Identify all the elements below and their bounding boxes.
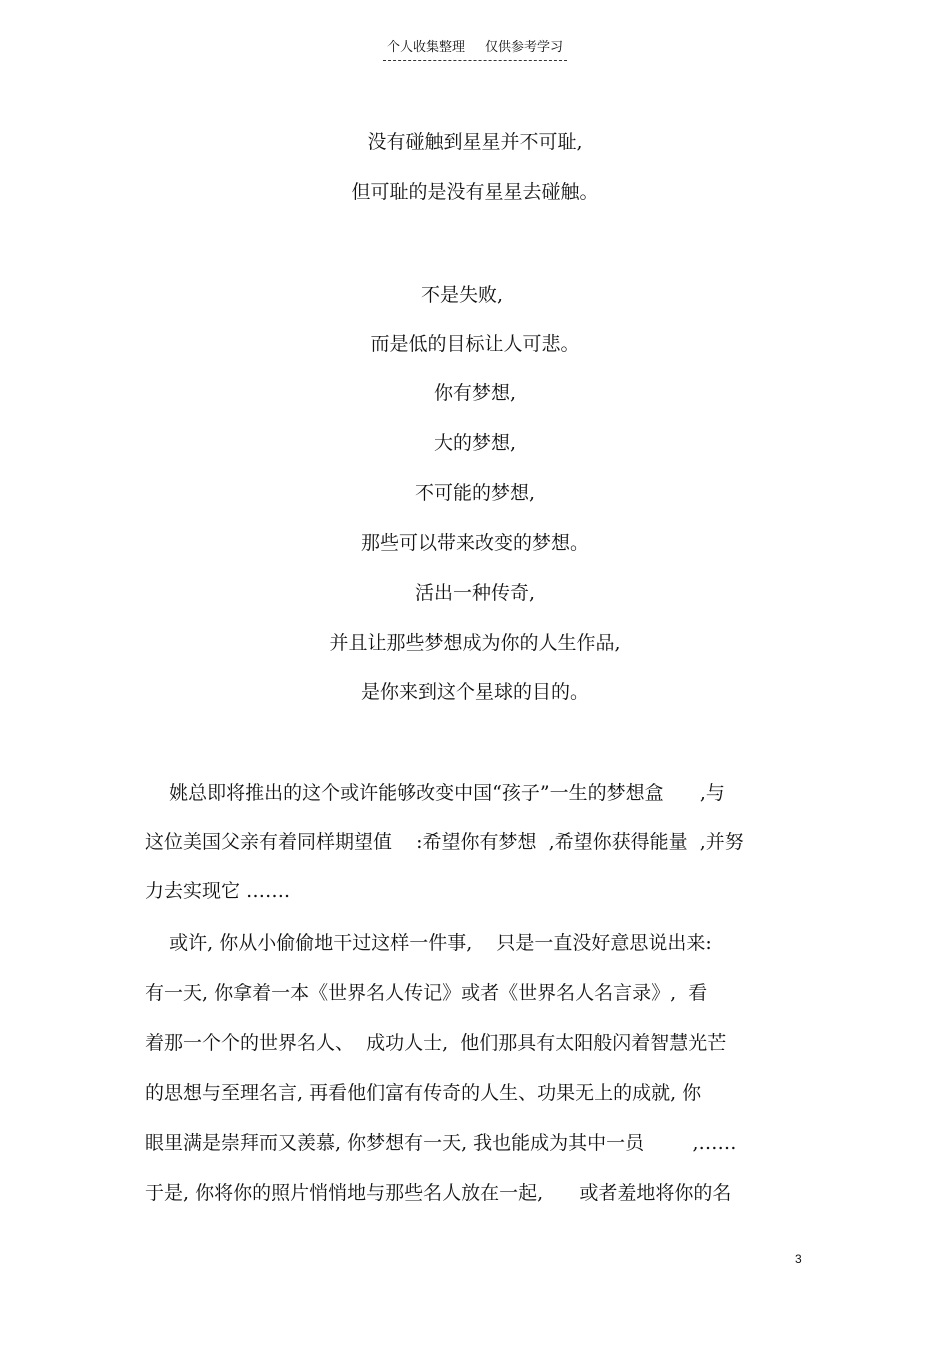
- verse-line: 不可能的梦想,: [414, 482, 536, 504]
- paragraph-line: 这位美国父亲有着同样期望值 :希望你有梦想 ,希望你获得能量 ,并努: [145, 831, 744, 853]
- paragraph-line: 有一天, 你拿着一本《世界名人传记》或者《世界名人名言录》, 看: [145, 982, 708, 1004]
- verse-line: 那些可以带来改变的梦想。: [360, 532, 589, 554]
- verse-line: 大的梦想,: [433, 432, 517, 454]
- page-number: 3: [795, 1252, 802, 1266]
- page-header: [0, 38, 950, 61]
- verse-line: 并且让那些梦想成为你的人生作品,: [329, 632, 621, 654]
- paragraph-line: 的思想与至理名言, 再看他们富有传奇的人生、功果无上的成就, 你: [145, 1082, 702, 1104]
- paragraph-line: 姚总即将推出的这个或许能够改变中国“孩子”一生的梦想盒 ,与: [145, 782, 725, 804]
- verse-line: 但可耻的是没有星星去碰触。: [351, 181, 599, 203]
- paragraph-line: 着那一个个的世界名人、 成功人士, 他们那具有太阳般闪着智慧光芒: [145, 1032, 727, 1054]
- verse-line: 是你来到这个星球的目的。: [360, 681, 589, 703]
- paragraph-line: 或许, 你从小偷偷地干过这样一件事, 只是一直没好意思说出来:: [145, 932, 712, 954]
- paragraph-line: 于是, 你将你的照片悄悄地与那些名人放在一起, 或者羞地将你的名: [145, 1182, 732, 1204]
- verse-line: 你有梦想,: [433, 382, 517, 404]
- paragraph-line: 眼里满是崇拜而又羡慕, 你梦想有一天, 我也能成为其中一员 ,……: [145, 1132, 737, 1154]
- paragraph-line: 力去实现它 …….: [145, 880, 291, 902]
- verse-line: 而是低的目标让人可悲。: [370, 333, 580, 355]
- header-banner: [383, 38, 567, 61]
- verse-line: 活出一种传奇,: [414, 582, 536, 604]
- verse-line: 没有碰触到星星并不可耻,: [367, 131, 583, 153]
- header-right-text: 仅供参考学习: [485, 40, 564, 55]
- header-left-text: 个人收集整理: [386, 40, 465, 55]
- verse-line: 不是失败,: [420, 284, 504, 306]
